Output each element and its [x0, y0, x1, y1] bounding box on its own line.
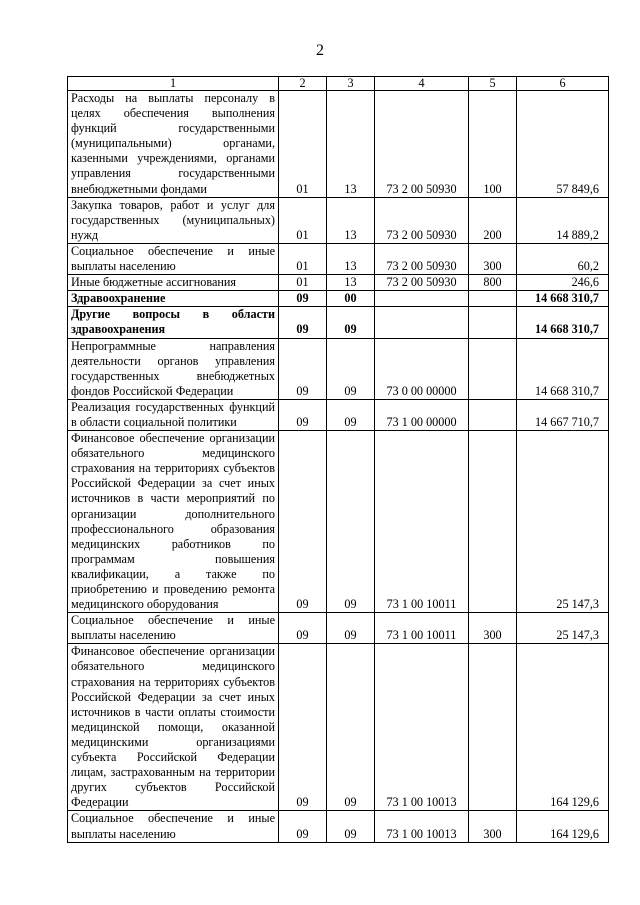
header-row [68, 77, 609, 91]
amount-cell: 57 849,6 [517, 91, 609, 198]
section-code-cell: 01 [279, 243, 327, 274]
amount-cell: 14 889,2 [517, 197, 609, 243]
subsection-code-cell: 13 [327, 91, 375, 198]
row-name-cell: Другие вопросы в области здравоохранения [68, 307, 279, 338]
amount-cell: 164 129,6 [517, 811, 609, 842]
amount-cell: 14 667 710,7 [517, 399, 609, 430]
row-name-cell: Здравоохранение [68, 291, 279, 307]
target-article-cell: 73 1 00 10013 [375, 811, 469, 842]
table-row [68, 338, 609, 399]
amount-cell: 25 147,3 [517, 431, 609, 613]
subsection-code-cell: 09 [327, 431, 375, 613]
page-number: 2 [316, 42, 324, 59]
expense-type-cell: 300 [469, 613, 517, 644]
section-code-cell: 01 [279, 197, 327, 243]
table-row [68, 399, 609, 430]
table-row [68, 197, 609, 243]
expense-type-cell: 100 [469, 91, 517, 198]
row-name-cell: Расходы на выплаты персоналу в целях обеспечения выполнения функций государственными (муниципальными) органами, казенными учреждениями, органами управления государственными внебюджетными фондами [68, 91, 279, 198]
subsection-code-cell: 09 [327, 613, 375, 644]
section-code-cell: 09 [279, 338, 327, 399]
budget-table [67, 76, 609, 843]
subsection-code-cell: 09 [327, 338, 375, 399]
expense-type-cell [469, 399, 517, 430]
section-code-cell: 01 [279, 91, 327, 198]
target-article-cell: 73 1 00 10013 [375, 644, 469, 811]
section-code-cell: 09 [279, 399, 327, 430]
table-row [68, 291, 609, 307]
subsection-code-cell: 09 [327, 307, 375, 338]
target-article-cell [375, 307, 469, 338]
target-article-cell: 73 0 00 00000 [375, 338, 469, 399]
expense-type-cell [469, 338, 517, 399]
table-row [68, 613, 609, 644]
expense-type-cell: 300 [469, 811, 517, 842]
subsection-code-cell: 09 [327, 399, 375, 430]
section-code-cell: 09 [279, 307, 327, 338]
header-col-2: 2 [279, 77, 327, 91]
table-row [68, 275, 609, 291]
target-article-cell: 73 2 00 50930 [375, 91, 469, 198]
target-article-cell: 73 2 00 50930 [375, 243, 469, 274]
amount-cell: 246,6 [517, 275, 609, 291]
header-col-3: 3 [327, 77, 375, 91]
header-col-6: 6 [517, 77, 609, 91]
amount-cell: 164 129,6 [517, 644, 609, 811]
header-col-1: 1 [68, 77, 279, 91]
amount-cell: 25 147,3 [517, 613, 609, 644]
table-row [68, 243, 609, 274]
section-code-cell: 09 [279, 291, 327, 307]
subsection-code-cell: 09 [327, 811, 375, 842]
row-name-cell: Финансовое обеспечение организации обязательного медицинского страхования на территориях субъектов Российской Федерации за счет иных источников в части мероприятий по организации дополнительного профессионального образования медицинских работников по программам повышения квалификации, а также по приобретению и проведению ремонта медицинского оборудования [68, 431, 279, 613]
row-name-cell: Реализация государственных функций в области социальной политики [68, 399, 279, 430]
section-code-cell: 09 [279, 431, 327, 613]
row-name-cell: Социальное обеспечение и иные выплаты населению [68, 811, 279, 842]
expense-type-cell [469, 291, 517, 307]
subsection-code-cell: 13 [327, 243, 375, 274]
row-name-cell: Иные бюджетные ассигнования [68, 275, 279, 291]
row-name-cell: Финансовое обеспечение организации обязательного медицинского страхования на территориях субъектов Российской Федерации за счет иных источников в части оплаты стоимости медицинской помощи, оказанной медицинскими организациями субъекта Российской Федерации лицам, застрахованным на территории других субъектов Российской Федерации [68, 644, 279, 811]
section-code-cell: 09 [279, 613, 327, 644]
amount-cell: 14 668 310,7 [517, 291, 609, 307]
header-col-5: 5 [469, 77, 517, 91]
row-name-cell: Закупка товаров, работ и услуг для государственных (муниципальных) нужд [68, 197, 279, 243]
subsection-code-cell: 00 [327, 291, 375, 307]
section-code-cell: 01 [279, 275, 327, 291]
section-code-cell: 09 [279, 811, 327, 842]
amount-cell: 60,2 [517, 243, 609, 274]
amount-cell: 14 668 310,7 [517, 338, 609, 399]
target-article-cell: 73 1 00 00000 [375, 399, 469, 430]
subsection-code-cell: 13 [327, 197, 375, 243]
subsection-code-cell: 13 [327, 275, 375, 291]
expense-type-cell: 200 [469, 197, 517, 243]
table-row [68, 431, 609, 613]
target-article-cell: 73 1 00 10011 [375, 613, 469, 644]
expense-type-cell [469, 644, 517, 811]
target-article-cell: 73 1 00 10011 [375, 431, 469, 613]
target-article-cell: 73 2 00 50930 [375, 197, 469, 243]
table-row [68, 91, 609, 198]
section-code-cell: 09 [279, 644, 327, 811]
expense-type-cell [469, 431, 517, 613]
expense-type-cell: 300 [469, 243, 517, 274]
table-row [68, 644, 609, 811]
row-name-cell: Социальное обеспечение и иные выплаты населению [68, 613, 279, 644]
table-row [68, 307, 609, 338]
expense-type-cell: 800 [469, 275, 517, 291]
header-col-4: 4 [375, 77, 469, 91]
amount-cell: 14 668 310,7 [517, 307, 609, 338]
table-row [68, 811, 609, 842]
row-name-cell: Социальное обеспечение и иные выплаты населению [68, 243, 279, 274]
expense-type-cell [469, 307, 517, 338]
subsection-code-cell: 09 [327, 644, 375, 811]
target-article-cell [375, 291, 469, 307]
row-name-cell: Непрограммные направления деятельности органов управления государственных внебюджетных фондов Российской Федерации [68, 338, 279, 399]
target-article-cell: 73 2 00 50930 [375, 275, 469, 291]
